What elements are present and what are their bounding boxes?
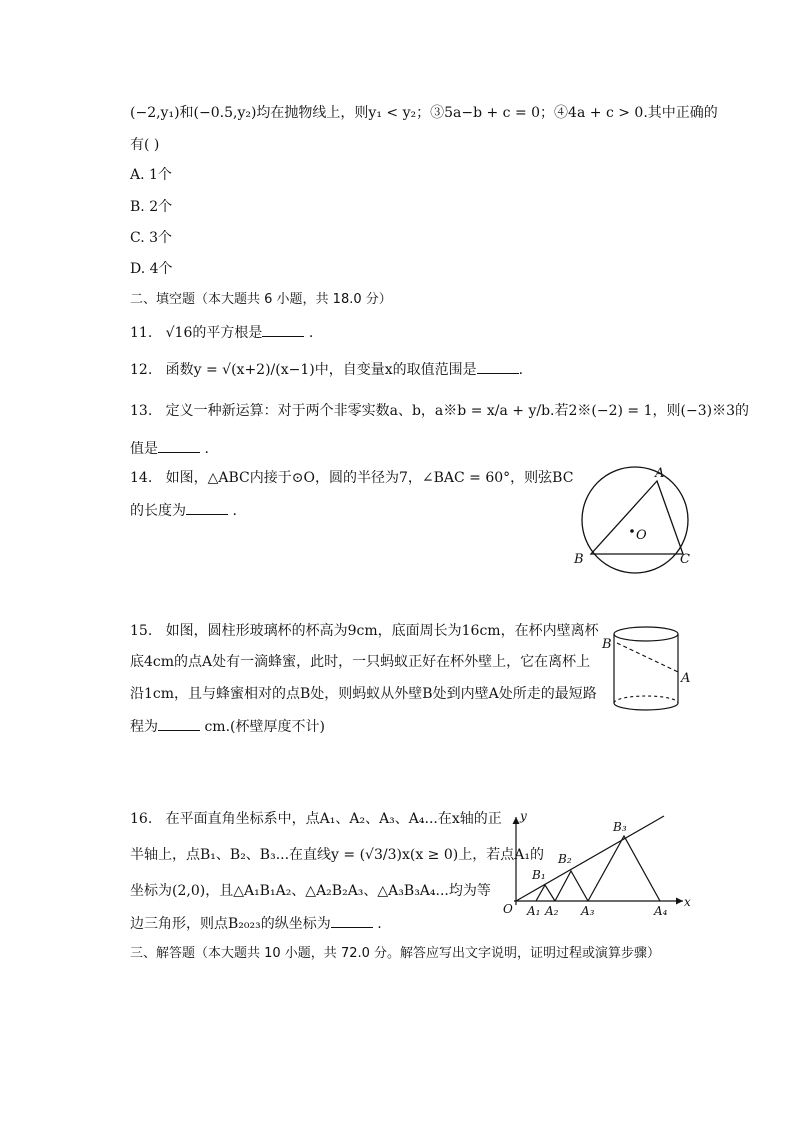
q15-line1 xyxy=(130,622,599,640)
q11-answer-blank xyxy=(262,322,304,337)
path-b-to-a xyxy=(617,643,678,672)
label-x: x xyxy=(684,895,691,909)
center-point-o xyxy=(630,529,634,533)
q13-text-2: 值是 xyxy=(130,441,158,457)
q13-line1 xyxy=(130,402,749,420)
q16-number: 16. xyxy=(130,811,153,827)
label-a: A xyxy=(681,671,691,686)
q14-text-2: 的长度为 xyxy=(130,503,186,519)
label-a3: A₃ xyxy=(581,904,595,918)
q10-option-d: D. 4个 xyxy=(130,261,173,277)
q15-unit: cm.(杯壁厚度不计) xyxy=(204,719,325,735)
label-y: y xyxy=(520,809,527,823)
q16-line1 xyxy=(130,810,502,828)
q14-circle-figure xyxy=(570,460,700,580)
triangle-a3-b3-a4 xyxy=(588,836,660,901)
q16-text-4: 边三角形，则点B₂₀₂₃的纵坐标为 xyxy=(130,916,331,932)
q11-text: √16的平方根是 xyxy=(165,325,263,341)
q15-line3: 沿1cm，且与蜂蜜相对的点B处，则蚂蚁从外壁B处到内壁A处所走的最短路 xyxy=(130,686,597,702)
label-a: A xyxy=(655,466,665,481)
q13-end: . xyxy=(204,441,209,457)
q14-text: 如图，△ABC内接于⊙O，圆的半径为7，∠BAC = 60°，则弦BC xyxy=(165,470,574,486)
q12 xyxy=(130,359,523,379)
q16-line2: 半轴上，点B₁、B₂、B₃...在直线y = (√3/3)x(x ≥ 0)上，若点A₁的 xyxy=(130,847,544,863)
q12-number: 12. xyxy=(130,362,153,378)
label-b3: B₃ xyxy=(613,820,627,834)
q10-option-a: A. 1个 xyxy=(130,167,172,183)
q15-number: 15. xyxy=(130,623,153,639)
q10-option-c: C. 3个 xyxy=(130,230,173,246)
label-b1: B₁ xyxy=(532,868,546,882)
q13-answer-blank xyxy=(158,438,200,453)
label-b2: B₂ xyxy=(558,852,572,866)
q16-text-1: 在平面直角坐标系中，点A₁、A₂、A₃、A₄...在x轴的正 xyxy=(165,811,502,827)
q13-number: 13. xyxy=(130,403,153,419)
label-c: C xyxy=(680,552,690,567)
q11-end: . xyxy=(308,325,314,341)
q10-option-b: B. 2个 xyxy=(130,199,173,215)
q11 xyxy=(130,322,313,342)
q12-end: . xyxy=(518,362,524,378)
q14-number: 14. xyxy=(130,470,153,486)
q15-line4 xyxy=(130,716,325,736)
label-b: B xyxy=(574,552,584,567)
q14-answer-blank xyxy=(186,500,228,515)
cylinder-bottom-back xyxy=(614,696,678,703)
q15-cylinder-figure xyxy=(598,620,698,720)
label-a4: A₄ xyxy=(654,904,668,918)
label-b: B xyxy=(602,637,612,652)
q12-text: 函数y = √(x+2)/(x−1)中，自变量x的取值范围是 xyxy=(165,362,477,378)
q15-text-4: 程为 xyxy=(130,719,158,735)
label-a1: A₁ xyxy=(527,904,541,918)
q15-line2: 底4cm的点A处有一滴蜂蜜，此时，一只蚂蚁正好在杯外壁上，它在离杯上 xyxy=(130,654,591,670)
section3-title: 三、解答题（本大题共 10 小题，共 72.0 分。解答应写出文字说明，证明过程或演算步骤） xyxy=(130,946,661,961)
q13-line2 xyxy=(130,438,209,458)
q12-answer-blank xyxy=(477,359,519,374)
triangle-abc xyxy=(591,481,683,554)
q16-end: . xyxy=(377,916,382,932)
q13-text: 定义一种新运算：对于两个非零实数a、b，a※b = x/a + y/b.若2※(−2) = 1，则(−3)※3的 xyxy=(165,403,749,419)
q14-line2 xyxy=(130,500,237,520)
q15-text-1: 如图，圆柱形玻璃杯的杯高为9cm，底面周长为16cm，在杯内壁离杯 xyxy=(165,623,599,639)
q16-coordinate-figure xyxy=(496,808,696,920)
q14-end: . xyxy=(232,503,237,519)
q16-answer-blank xyxy=(331,913,373,928)
q11-number: 11. xyxy=(130,325,153,341)
line-y-sqrt3-over-3-x xyxy=(516,816,664,901)
label-o: O xyxy=(636,528,647,543)
q10-line2: 有( ) xyxy=(130,137,160,153)
cylinder-bottom-front xyxy=(614,703,678,710)
cylinder-top xyxy=(614,627,678,641)
label-o: O xyxy=(503,902,513,916)
q14-line1 xyxy=(130,469,573,487)
q16-line4 xyxy=(130,913,382,933)
section2-title: 二、填空题（本大题共 6 小题，共 18.0 分） xyxy=(130,292,392,307)
q16-line3: 坐标为(2,0)，且△A₁B₁A₂、△A₂B₂A₃、△A₃B₃A₄...均为等 xyxy=(130,883,491,899)
q15-answer-blank xyxy=(158,716,200,731)
circle-o xyxy=(582,467,688,573)
label-a2: A₂ xyxy=(545,904,559,918)
q10-line1: (−2,y₁)和(−0.5,y₂)均在抛物线上，则y₁ < y₂；③5a−b + c = 0；④4a + c > 0.其中正确的 xyxy=(130,105,718,121)
